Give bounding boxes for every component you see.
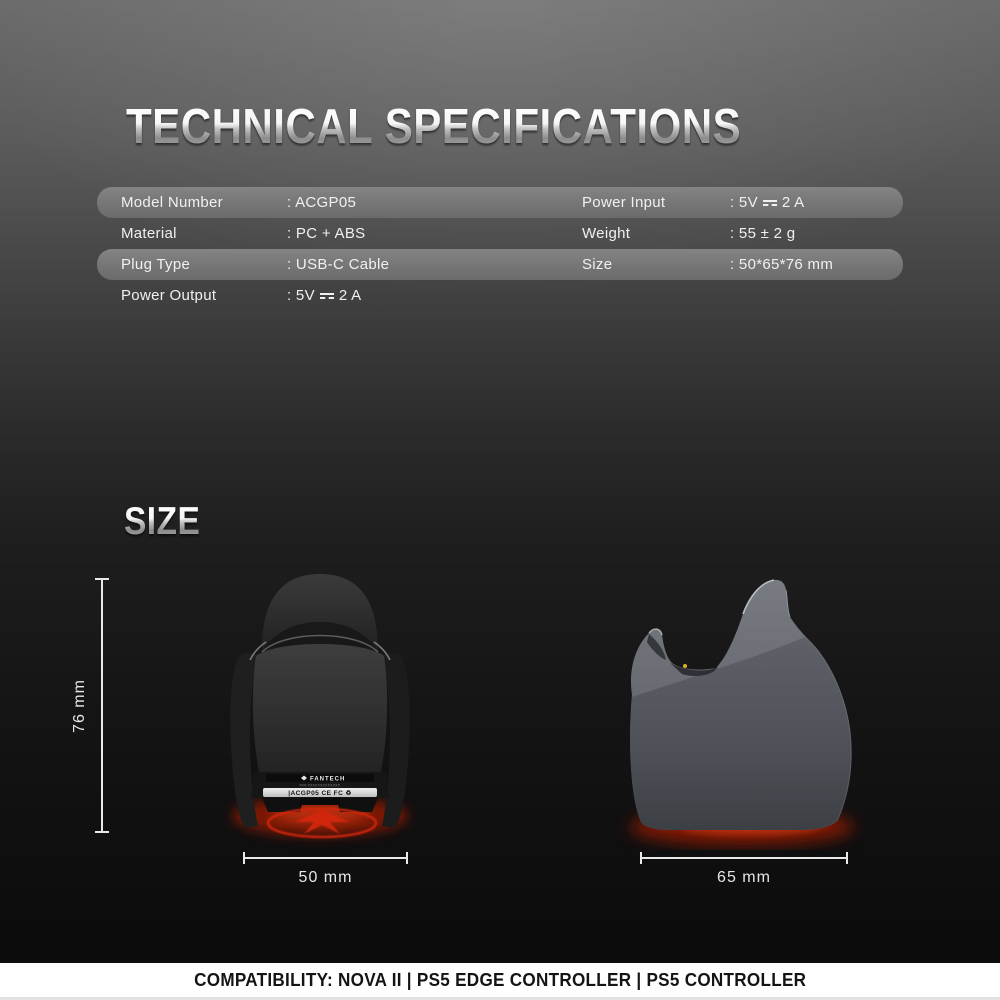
- depth-dimension-label: 65 mm: [717, 869, 771, 886]
- gold-contact: [683, 664, 687, 668]
- base-notch: [300, 798, 340, 805]
- dock-side-image: [600, 570, 890, 850]
- page-title: TECHNICAL SPECIFICATIONS: [126, 100, 742, 154]
- spec-label-power-output: Power Output: [121, 287, 217, 304]
- spec-row-power-output: [97, 280, 903, 311]
- spec-table: [97, 187, 903, 311]
- width-dimension-label: 50 mm: [298, 869, 353, 886]
- spec-value-plug-type: : USB-C Cable: [287, 256, 390, 273]
- power-input-current: 2 A: [781, 194, 805, 211]
- spec-value-material: : PC + ABS: [287, 225, 366, 242]
- spec-value-size: : 50*65*76 mm: [730, 256, 834, 273]
- spec-value-power-input: [730, 194, 903, 211]
- power-input-voltage: : 5V: [730, 194, 758, 211]
- spec-row-material-weight: [97, 218, 903, 249]
- dock-front-image: [200, 560, 440, 850]
- spec-value-weight: : 55 ± 2 g: [730, 225, 796, 242]
- spec-label-material: Material: [121, 225, 177, 242]
- compatibility-bar: [0, 963, 1000, 1000]
- height-dimension-label: 76 mm: [71, 679, 88, 733]
- dock-cert-text: |ACGP05 CE FC ♻: [288, 790, 352, 797]
- dock-part-number-text: P/N:XXXXXXXXXXXXX: [299, 783, 341, 788]
- width-dimension-line: [243, 857, 408, 859]
- dc-symbol-icon: [763, 199, 777, 207]
- spec-row-plug-size: [97, 249, 903, 280]
- spec-label-weight: Weight: [582, 225, 631, 242]
- spec-label-size: Size: [582, 256, 613, 273]
- spec-label-model-number: Model Number: [121, 194, 223, 211]
- compatibility-text: COMPATIBILITY: NOVA II | PS5 EDGE CONTROLLER | PS5 CONTROLLER: [193, 969, 807, 990]
- dock-brand-text: FANTECH: [310, 776, 346, 783]
- spec-value-model-number: : ACGP05: [287, 194, 357, 211]
- spec-label-power-input: Power Input: [582, 194, 666, 211]
- spec-label-plug-type: Plug Type: [121, 256, 191, 273]
- dock-body: [253, 644, 387, 772]
- height-dimension-line: [101, 578, 103, 833]
- spec-value-power-output: [287, 287, 582, 304]
- power-output-current: 2 A: [338, 287, 362, 304]
- dc-symbol-icon: [320, 292, 334, 300]
- size-section-heading: SIZE: [124, 500, 201, 543]
- spec-row-model-power-input: [97, 187, 903, 218]
- depth-dimension-line: [640, 857, 848, 859]
- dock-crown: [262, 574, 378, 650]
- power-output-voltage: : 5V: [287, 287, 315, 304]
- charging-pin: [680, 646, 694, 666]
